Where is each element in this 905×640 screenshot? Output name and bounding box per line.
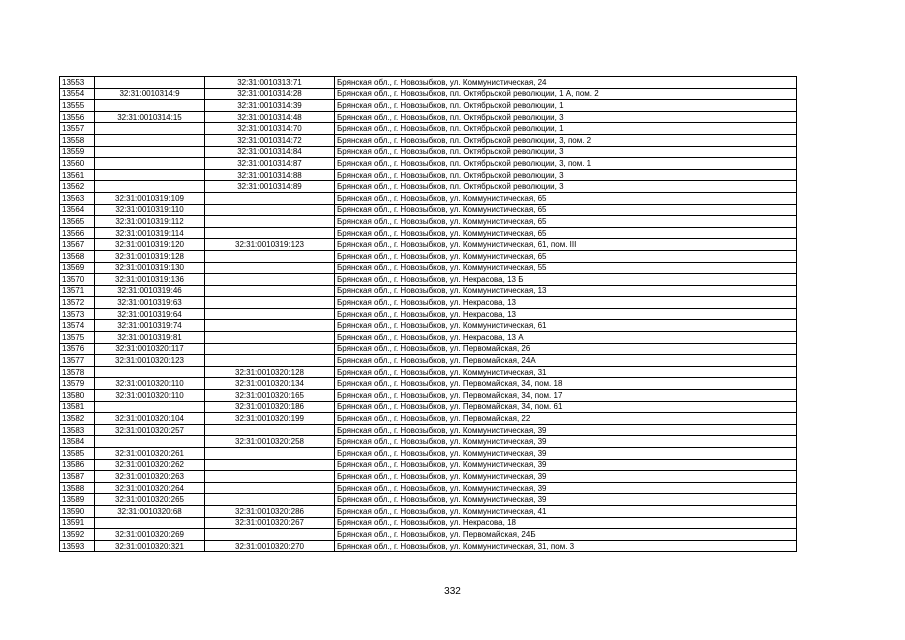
related-cadastral-number-cell: 32:31:0010320:186 xyxy=(205,401,335,413)
related-cadastral-number-cell xyxy=(205,308,335,320)
cadastral-number-cell: 32:31:0010319:136 xyxy=(95,274,205,286)
table-row xyxy=(60,448,797,460)
related-cadastral-number-cell xyxy=(205,471,335,483)
address-cell: Брянская обл., г. Новозыбков, ул. Коммунистическая, 61, пом. III xyxy=(335,239,797,251)
row-number-cell: 13585 xyxy=(60,448,95,460)
related-cadastral-number-cell xyxy=(205,529,335,541)
row-number-cell: 13574 xyxy=(60,320,95,332)
cadastral-number-cell xyxy=(95,123,205,135)
table-row xyxy=(60,250,797,262)
related-cadastral-number-cell: 32:31:0010314:87 xyxy=(205,158,335,170)
table-row xyxy=(60,297,797,309)
related-cadastral-number-cell xyxy=(205,250,335,262)
row-number-cell: 13567 xyxy=(60,239,95,251)
row-number-cell: 13583 xyxy=(60,424,95,436)
address-cell: Брянская обл., г. Новозыбков, ул. Первомайская, 34, пом. 61 xyxy=(335,401,797,413)
cadastral-number-cell: 32:31:0010320:269 xyxy=(95,529,205,541)
cadastral-number-cell: 32:31:0010320:68 xyxy=(95,505,205,517)
address-cell: Брянская обл., г. Новозыбков, ул. Коммунистическая, 39 xyxy=(335,459,797,471)
cadastral-number-cell: 32:31:0010320:123 xyxy=(95,355,205,367)
row-number-cell: 13589 xyxy=(60,494,95,506)
row-number-cell: 13578 xyxy=(60,366,95,378)
related-cadastral-number-cell xyxy=(205,216,335,228)
address-cell: Брянская обл., г. Новозыбков, ул. Коммунистическая, 65 xyxy=(335,250,797,262)
table-row xyxy=(60,192,797,204)
table-row xyxy=(60,471,797,483)
table-row xyxy=(60,285,797,297)
cadastral-number-cell xyxy=(95,366,205,378)
address-cell: Брянская обл., г. Новозыбков, ул. Коммунистическая, 61 xyxy=(335,320,797,332)
address-cell: Брянская обл., г. Новозыбков, ул. Коммунистическая, 39 xyxy=(335,436,797,448)
related-cadastral-number-cell: 32:31:0010319:123 xyxy=(205,239,335,251)
related-cadastral-number-cell xyxy=(205,482,335,494)
cadastral-number-cell: 32:31:0010314:15 xyxy=(95,111,205,123)
cadastral-number-cell: 32:31:0010320:265 xyxy=(95,494,205,506)
table-row xyxy=(60,366,797,378)
related-cadastral-number-cell xyxy=(205,320,335,332)
table-row xyxy=(60,134,797,146)
row-number-cell: 13556 xyxy=(60,111,95,123)
row-number-cell: 13569 xyxy=(60,262,95,274)
row-number-cell: 13558 xyxy=(60,134,95,146)
related-cadastral-number-cell: 32:31:0010320:267 xyxy=(205,517,335,529)
cadastral-number-cell: 32:31:0010319:120 xyxy=(95,239,205,251)
table-row xyxy=(60,100,797,112)
address-cell: Брянская обл., г. Новозыбков, ул. Некрасова, 13 xyxy=(335,297,797,309)
cadastral-number-cell xyxy=(95,146,205,158)
cadastral-number-cell: 32:31:0010319:109 xyxy=(95,192,205,204)
related-cadastral-number-cell xyxy=(205,262,335,274)
cadastral-number-cell: 32:31:0010319:74 xyxy=(95,320,205,332)
related-cadastral-number-cell: 32:31:0010320:165 xyxy=(205,390,335,402)
address-cell: Брянская обл., г. Новозыбков, ул. Коммунистическая, 31, пом. 3 xyxy=(335,540,797,552)
cadastral-number-cell: 32:31:0010319:112 xyxy=(95,216,205,228)
row-number-cell: 13581 xyxy=(60,401,95,413)
address-cell: Брянская обл., г. Новозыбков, ул. Некрасова, 13 xyxy=(335,308,797,320)
table-row xyxy=(60,343,797,355)
table-body xyxy=(60,77,797,552)
table-row xyxy=(60,308,797,320)
table-row xyxy=(60,123,797,135)
row-number-cell: 13590 xyxy=(60,505,95,517)
cadastral-number-cell xyxy=(95,517,205,529)
table-row xyxy=(60,169,797,181)
address-cell: Брянская обл., г. Новозыбков, пл. Октябрьской революции, 3, пом. 2 xyxy=(335,134,797,146)
address-cell: Брянская обл., г. Новозыбков, пл. Октябрьской революции, 1 xyxy=(335,123,797,135)
cadastral-number-cell: 32:31:0010319:130 xyxy=(95,262,205,274)
related-cadastral-number-cell xyxy=(205,343,335,355)
address-cell: Брянская обл., г. Новозыбков, пл. Октябрьской революции, 3, пом. 1 xyxy=(335,158,797,170)
related-cadastral-number-cell: 32:31:0010320:270 xyxy=(205,540,335,552)
table-row xyxy=(60,436,797,448)
table-row xyxy=(60,390,797,402)
address-cell: Брянская обл., г. Новозыбков, пл. Октябрьской революции, 3 xyxy=(335,181,797,193)
address-cell: Брянская обл., г. Новозыбков, ул. Первомайская, 26 xyxy=(335,343,797,355)
table-row xyxy=(60,540,797,552)
related-cadastral-number-cell: 32:31:0010314:70 xyxy=(205,123,335,135)
related-cadastral-number-cell: 32:31:0010314:39 xyxy=(205,100,335,112)
related-cadastral-number-cell: 32:31:0010314:72 xyxy=(205,134,335,146)
address-cell: Брянская обл., г. Новозыбков, пл. Октябрьской революции, 3 xyxy=(335,146,797,158)
cadastral-number-cell: 32:31:0010319:81 xyxy=(95,332,205,344)
table-row xyxy=(60,505,797,517)
table-row xyxy=(60,111,797,123)
table-row xyxy=(60,181,797,193)
row-number-cell: 13584 xyxy=(60,436,95,448)
table-row xyxy=(60,355,797,367)
cadastral-number-cell: 32:31:0010320:110 xyxy=(95,378,205,390)
table-row xyxy=(60,332,797,344)
row-number-cell: 13580 xyxy=(60,390,95,402)
address-cell: Брянская обл., г. Новозыбков, ул. Первомайская, 34, пом. 18 xyxy=(335,378,797,390)
address-cell: Брянская обл., г. Новозыбков, ул. Коммунистическая, 65 xyxy=(335,192,797,204)
row-number-cell: 13563 xyxy=(60,192,95,204)
cadastral-number-cell: 32:31:0010319:128 xyxy=(95,250,205,262)
row-number-cell: 13575 xyxy=(60,332,95,344)
address-cell: Брянская обл., г. Новозыбков, ул. Первомайская, 22 xyxy=(335,413,797,425)
table-row xyxy=(60,239,797,251)
address-cell: Брянская обл., г. Новозыбков, ул. Коммунистическая, 39 xyxy=(335,471,797,483)
table-row xyxy=(60,88,797,100)
property-table xyxy=(59,76,797,552)
row-number-cell: 13571 xyxy=(60,285,95,297)
related-cadastral-number-cell: 32:31:0010314:84 xyxy=(205,146,335,158)
address-cell: Брянская обл., г. Новозыбков, ул. Коммунистическая, 39 xyxy=(335,494,797,506)
related-cadastral-number-cell: 32:31:0010314:88 xyxy=(205,169,335,181)
cadastral-number-cell: 32:31:0010319:46 xyxy=(95,285,205,297)
address-cell: Брянская обл., г. Новозыбков, пл. Октябрьской революции, 3 xyxy=(335,111,797,123)
address-cell: Брянская обл., г. Новозыбков, ул. Коммунистическая, 13 xyxy=(335,285,797,297)
related-cadastral-number-cell xyxy=(205,355,335,367)
related-cadastral-number-cell: 32:31:0010320:286 xyxy=(205,505,335,517)
cadastral-number-cell xyxy=(95,436,205,448)
cadastral-number-cell: 32:31:0010320:117 xyxy=(95,343,205,355)
cadastral-number-cell xyxy=(95,77,205,89)
cadastral-number-cell xyxy=(95,134,205,146)
row-number-cell: 13570 xyxy=(60,274,95,286)
table-row xyxy=(60,424,797,436)
address-cell: Брянская обл., г. Новозыбков, ул. Коммунистическая, 39 xyxy=(335,482,797,494)
cadastral-number-cell: 32:31:0010320:104 xyxy=(95,413,205,425)
related-cadastral-number-cell: 32:31:0010320:128 xyxy=(205,366,335,378)
related-cadastral-number-cell: 32:31:0010314:28 xyxy=(205,88,335,100)
table-row xyxy=(60,413,797,425)
related-cadastral-number-cell xyxy=(205,459,335,471)
table-row xyxy=(60,517,797,529)
cadastral-number-cell: 32:31:0010320:264 xyxy=(95,482,205,494)
cadastral-number-cell xyxy=(95,401,205,413)
table-row xyxy=(60,158,797,170)
table-row xyxy=(60,77,797,89)
row-number-cell: 13573 xyxy=(60,308,95,320)
address-cell: Брянская обл., г. Новозыбков, ул. Коммунистическая, 65 xyxy=(335,216,797,228)
table-row xyxy=(60,401,797,413)
address-cell: Брянская обл., г. Новозыбков, ул. Некрасова, 18 xyxy=(335,517,797,529)
cadastral-number-cell: 32:31:0010320:321 xyxy=(95,540,205,552)
row-number-cell: 13555 xyxy=(60,100,95,112)
cadastral-number-cell xyxy=(95,100,205,112)
address-cell: Брянская обл., г. Новозыбков, ул. Коммунистическая, 65 xyxy=(335,227,797,239)
cadastral-number-cell xyxy=(95,158,205,170)
related-cadastral-number-cell xyxy=(205,494,335,506)
row-number-cell: 13560 xyxy=(60,158,95,170)
table-row xyxy=(60,529,797,541)
cadastral-number-cell xyxy=(95,169,205,181)
address-cell: Брянская обл., г. Новозыбков, ул. Первомайская, 24А xyxy=(335,355,797,367)
related-cadastral-number-cell: 32:31:0010314:89 xyxy=(205,181,335,193)
related-cadastral-number-cell: 32:31:0010320:134 xyxy=(205,378,335,390)
address-cell: Брянская обл., г. Новозыбков, ул. Первомайская, 24Б xyxy=(335,529,797,541)
related-cadastral-number-cell: 32:31:0010320:199 xyxy=(205,413,335,425)
address-cell: Брянская обл., г. Новозыбков, пл. Октябрьской революции, 1 xyxy=(335,100,797,112)
row-number-cell: 13557 xyxy=(60,123,95,135)
table-row xyxy=(60,274,797,286)
related-cadastral-number-cell xyxy=(205,227,335,239)
cadastral-number-cell: 32:31:0010314:9 xyxy=(95,88,205,100)
row-number-cell: 13577 xyxy=(60,355,95,367)
cadastral-number-cell: 32:31:0010320:263 xyxy=(95,471,205,483)
related-cadastral-number-cell: 32:31:0010313:71 xyxy=(205,77,335,89)
related-cadastral-number-cell xyxy=(205,297,335,309)
address-cell: Брянская обл., г. Новозыбков, ул. Первомайская, 34, пом. 17 xyxy=(335,390,797,402)
related-cadastral-number-cell xyxy=(205,274,335,286)
table-row xyxy=(60,262,797,274)
row-number-cell: 13565 xyxy=(60,216,95,228)
cadastral-number-cell xyxy=(95,181,205,193)
cadastral-number-cell: 32:31:0010320:261 xyxy=(95,448,205,460)
row-number-cell: 13554 xyxy=(60,88,95,100)
related-cadastral-number-cell xyxy=(205,285,335,297)
row-number-cell: 13579 xyxy=(60,378,95,390)
table-row xyxy=(60,320,797,332)
row-number-cell: 13576 xyxy=(60,343,95,355)
row-number-cell: 13553 xyxy=(60,77,95,89)
row-number-cell: 13564 xyxy=(60,204,95,216)
table-row xyxy=(60,494,797,506)
related-cadastral-number-cell: 32:31:0010314:48 xyxy=(205,111,335,123)
related-cadastral-number-cell xyxy=(205,192,335,204)
address-cell: Брянская обл., г. Новозыбков, ул. Коммунистическая, 55 xyxy=(335,262,797,274)
cadastral-number-cell: 32:31:0010319:110 xyxy=(95,204,205,216)
cadastral-number-cell: 32:31:0010320:110 xyxy=(95,390,205,402)
row-number-cell: 13593 xyxy=(60,540,95,552)
page-number: 332 xyxy=(444,586,461,597)
row-number-cell: 13561 xyxy=(60,169,95,181)
table-row xyxy=(60,216,797,228)
cadastral-number-cell: 32:31:0010319:64 xyxy=(95,308,205,320)
related-cadastral-number-cell xyxy=(205,204,335,216)
table-row xyxy=(60,204,797,216)
related-cadastral-number-cell: 32:31:0010320:258 xyxy=(205,436,335,448)
cadastral-number-cell: 32:31:0010319:63 xyxy=(95,297,205,309)
cadastral-number-cell: 32:31:0010319:114 xyxy=(95,227,205,239)
row-number-cell: 13587 xyxy=(60,471,95,483)
address-cell: Брянская обл., г. Новозыбков, ул. Коммунистическая, 24 xyxy=(335,77,797,89)
row-number-cell: 13566 xyxy=(60,227,95,239)
row-number-cell: 13562 xyxy=(60,181,95,193)
row-number-cell: 13591 xyxy=(60,517,95,529)
row-number-cell: 13559 xyxy=(60,146,95,158)
table-row xyxy=(60,459,797,471)
address-cell: Брянская обл., г. Новозыбков, ул. Коммунистическая, 41 xyxy=(335,505,797,517)
related-cadastral-number-cell xyxy=(205,424,335,436)
cadastral-number-cell: 32:31:0010320:257 xyxy=(95,424,205,436)
address-cell: Брянская обл., г. Новозыбков, ул. Коммунистическая, 65 xyxy=(335,204,797,216)
address-cell: Брянская обл., г. Новозыбков, ул. Коммунистическая, 39 xyxy=(335,448,797,460)
address-cell: Брянская обл., г. Новозыбков, ул. Коммунистическая, 39 xyxy=(335,424,797,436)
address-cell: Брянская обл., г. Новозыбков, пл. Октябрьской революции, 1 А, пом. 2 xyxy=(335,88,797,100)
row-number-cell: 13572 xyxy=(60,297,95,309)
row-number-cell: 13592 xyxy=(60,529,95,541)
table-row xyxy=(60,378,797,390)
row-number-cell: 13568 xyxy=(60,250,95,262)
cadastral-number-cell: 32:31:0010320:262 xyxy=(95,459,205,471)
table-row xyxy=(60,227,797,239)
address-cell: Брянская обл., г. Новозыбков, пл. Октябрьской революции, 3 xyxy=(335,169,797,181)
table-row xyxy=(60,146,797,158)
address-cell: Брянская обл., г. Новозыбков, ул. Некрасова, 13 А xyxy=(335,332,797,344)
related-cadastral-number-cell xyxy=(205,332,335,344)
row-number-cell: 13582 xyxy=(60,413,95,425)
address-cell: Брянская обл., г. Новозыбков, ул. Коммунистическая, 31 xyxy=(335,366,797,378)
table-row xyxy=(60,482,797,494)
related-cadastral-number-cell xyxy=(205,448,335,460)
address-cell: Брянская обл., г. Новозыбков, ул. Некрасова, 13 Б xyxy=(335,274,797,286)
row-number-cell: 13588 xyxy=(60,482,95,494)
row-number-cell: 13586 xyxy=(60,459,95,471)
